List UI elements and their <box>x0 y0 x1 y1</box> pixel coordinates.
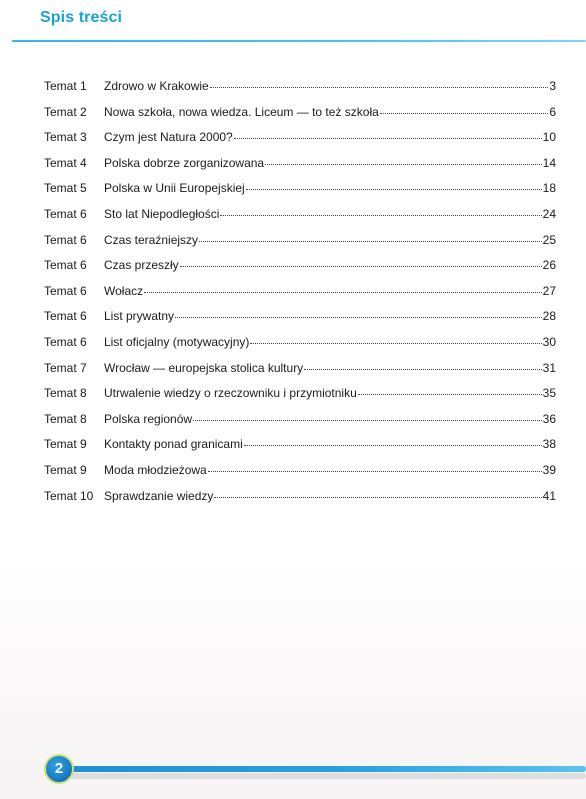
toc-dot-leader <box>208 460 542 472</box>
toc-dot-leader <box>358 383 542 395</box>
toc-dot-leader <box>380 102 549 114</box>
toc-dot-leader <box>246 178 542 190</box>
toc-dot-leader <box>244 434 542 446</box>
toc-entry <box>104 255 556 275</box>
toc-dot-leader <box>210 76 549 88</box>
toc-page-number: 3 <box>549 79 556 93</box>
toc-title: Polska w Unii Europejskiej <box>104 181 245 196</box>
toc-dot-leader <box>144 281 542 293</box>
toc-dot-leader <box>180 255 542 267</box>
toc-page-number: 10 <box>542 130 556 145</box>
toc-page-number: 18 <box>542 181 556 196</box>
toc-row <box>0 332 586 352</box>
toc-row <box>0 434 586 454</box>
toc-page-number: 41 <box>542 488 556 503</box>
toc-title: Polska dobrze zorganizowana <box>104 155 265 170</box>
toc-title: List prywatny <box>104 309 175 324</box>
toc-topic-label: Temat 6 <box>44 232 87 247</box>
toc-topic-label: Temat 9 <box>44 437 87 452</box>
toc-topic-label: Temat 9 <box>44 463 87 477</box>
toc-row <box>0 358 586 378</box>
toc-entry <box>104 332 556 352</box>
toc-page-number: 31 <box>542 360 556 375</box>
toc-title: Moda młodzieżowa <box>104 463 207 477</box>
toc-page-number: 6 <box>549 104 556 119</box>
toc-page-number: 38 <box>542 437 556 452</box>
toc-title: Wrocław — europejska stolica kultury <box>104 360 304 375</box>
toc-title: Czas teraźniejszy <box>104 232 199 247</box>
toc-page-number: 35 <box>542 386 556 401</box>
toc-row <box>0 102 586 122</box>
toc-title: Czym jest Natura 2000? <box>104 130 233 145</box>
toc-row <box>0 76 586 96</box>
toc-row <box>0 153 586 173</box>
header-divider <box>12 40 586 42</box>
toc-row <box>0 306 586 326</box>
toc-topic-label: Temat 6 <box>44 207 87 221</box>
toc-topic-label: Temat 7 <box>44 360 87 375</box>
toc-topic-label: Temat 5 <box>44 181 87 196</box>
toc-page-number: 25 <box>542 232 556 247</box>
toc-topic-label: Temat 8 <box>44 411 87 426</box>
toc-title: List oficjalny (motywacyjny) <box>104 335 250 349</box>
toc-row <box>0 383 586 403</box>
toc-topic-label: Temat 4 <box>44 155 87 170</box>
toc-topic-label: Temat 1 <box>44 79 87 93</box>
toc-entry <box>104 127 556 147</box>
toc-title: Sto lat Niepodległości <box>104 207 220 221</box>
page-title: Spis treści <box>40 9 123 26</box>
toc-dot-leader <box>304 358 541 370</box>
toc-topic-label: Temat 2 <box>44 104 87 119</box>
toc-entry <box>104 486 556 506</box>
toc-row <box>0 409 586 429</box>
toc-title: Utrwalenie wiedzy o rzeczowniku i przymiotniku <box>104 386 357 401</box>
footer-divider-shadow <box>70 773 586 779</box>
toc-page-number: 14 <box>542 155 556 170</box>
toc-row <box>0 460 586 480</box>
toc-entry <box>104 76 556 96</box>
toc-page-number: 24 <box>542 207 556 221</box>
toc-topic-label: Temat 6 <box>44 309 87 324</box>
toc-entry <box>104 306 556 326</box>
toc-row <box>0 204 586 224</box>
toc-title: Sprawdzanie wiedzy <box>104 488 214 503</box>
toc-entry <box>104 358 556 378</box>
toc-title: Polska regionów <box>104 411 193 426</box>
toc-dot-leader <box>193 409 542 421</box>
toc-entry <box>104 434 556 454</box>
toc-page-number: 28 <box>542 309 556 324</box>
toc-dot-leader <box>265 153 542 165</box>
toc-title: Zdrowo w Krakowie <box>104 79 209 93</box>
toc-row <box>0 486 586 506</box>
toc-page-number: 30 <box>542 335 556 349</box>
toc-entry <box>104 281 556 301</box>
toc-row <box>0 255 586 275</box>
toc-title: Wołacz <box>104 283 144 298</box>
toc-dot-leader <box>250 332 541 344</box>
toc-title: Nowa szkoła, nowa wiedza. Liceum — to też szkoła <box>104 104 379 119</box>
toc-page-number: 26 <box>542 258 556 273</box>
toc-entry <box>104 204 556 224</box>
toc-entry <box>104 460 556 480</box>
page-shade <box>0 560 586 799</box>
toc-row <box>0 281 586 301</box>
toc-entry <box>104 153 556 173</box>
toc-title: Czas przeszły <box>104 258 179 273</box>
toc-entry <box>104 409 556 429</box>
toc-topic-label: Temat 10 <box>44 488 94 503</box>
toc-topic-label: Temat 3 <box>44 130 87 145</box>
toc-page-number: 36 <box>542 411 556 426</box>
toc-entry <box>104 383 556 403</box>
toc-title: Kontakty ponad granicami <box>104 437 243 452</box>
toc-page-number: 39 <box>542 463 556 477</box>
page-number-badge: 2 <box>44 754 74 784</box>
toc-row <box>0 127 586 147</box>
toc-entry <box>104 102 556 122</box>
footer-divider <box>66 766 586 772</box>
toc-dot-leader <box>199 230 542 242</box>
toc-entry <box>104 230 556 250</box>
toc-page-number: 27 <box>542 283 556 298</box>
toc-row <box>0 178 586 198</box>
toc-entry <box>104 178 556 198</box>
toc-topic-label: Temat 8 <box>44 386 87 401</box>
toc-topic-label: Temat 6 <box>44 335 87 349</box>
toc-row <box>0 230 586 250</box>
toc-dot-leader <box>175 306 542 318</box>
toc-dot-leader <box>234 127 542 139</box>
toc-topic-label: Temat 6 <box>44 283 87 298</box>
toc-dot-leader <box>214 486 541 498</box>
toc-dot-leader <box>220 204 541 216</box>
toc-topic-label: Temat 6 <box>44 258 87 273</box>
